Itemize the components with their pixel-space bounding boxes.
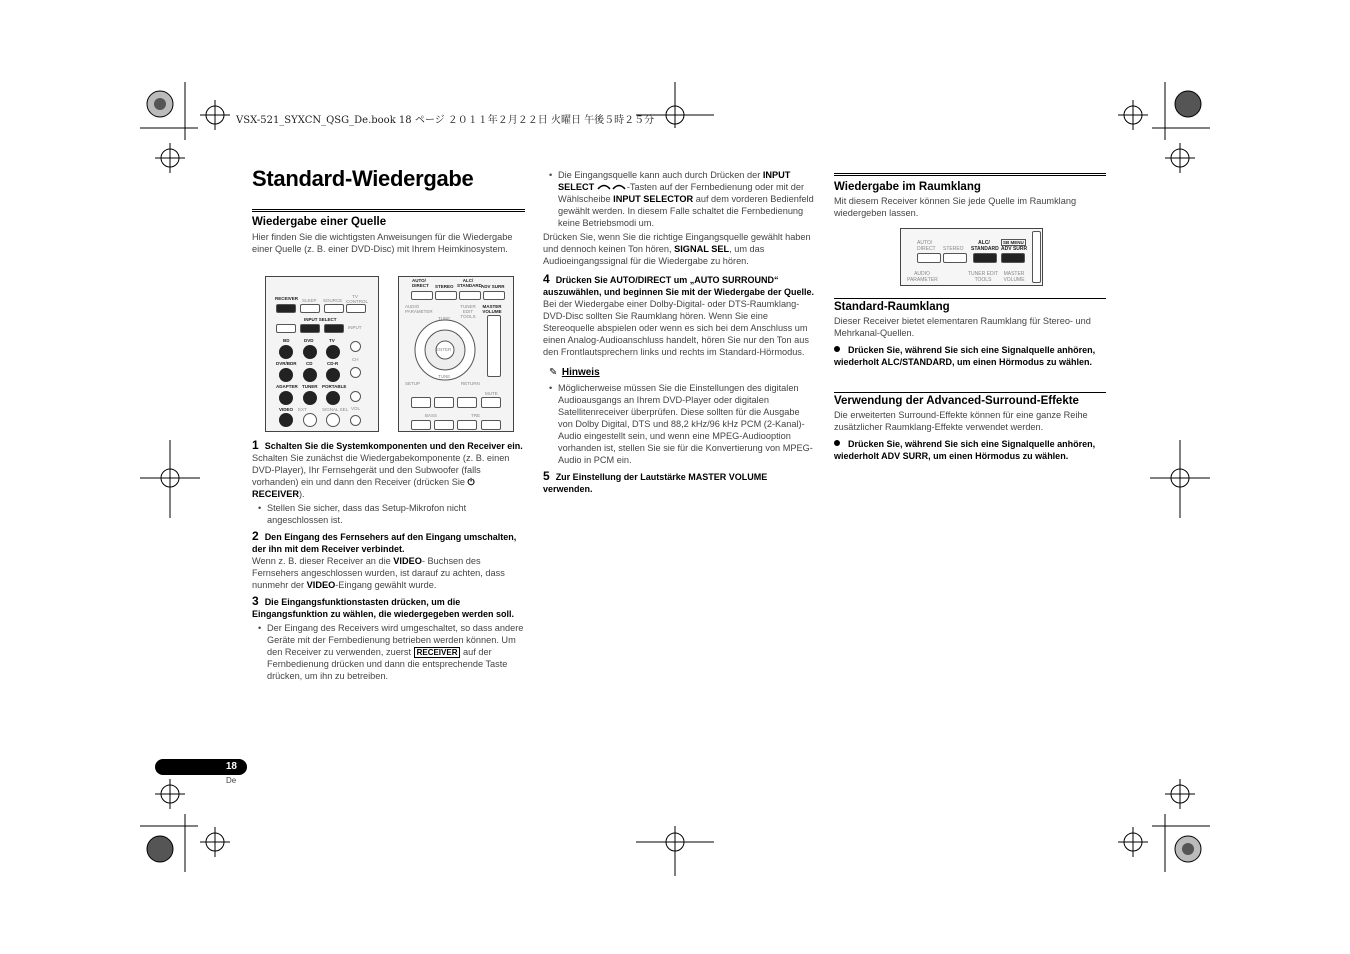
alc-standard-key (973, 253, 997, 263)
video-key: VIDEO (393, 556, 422, 566)
page-title: Standard-Wiedergabe (252, 166, 474, 191)
remote-button (279, 368, 293, 382)
remote-label: TRE (471, 413, 480, 418)
remote-button (326, 391, 340, 405)
adv-surr-key (1001, 253, 1025, 263)
intro-text: Hier finden Sie die wichtigsten Anweisungen für die Wiedergabe einer Quelle (z. B. einer DVD-Disc) mit Ihrem Heimkinosystem. (252, 232, 513, 254)
step-2-text (252, 555, 525, 591)
step-5-title-text: Zur Einstellung der Lautstärke MASTER VOLUME verwenden. (543, 472, 768, 494)
input-select-right-key (324, 324, 344, 333)
adv-surr-instruction-text: Drücken Sie, während Sie sich eine Signalquelle anhören, wiederholt ADV SURR, um einen Hörmodus zu wählen. (834, 439, 1096, 461)
remote-button (326, 368, 340, 382)
alc-instruction (834, 344, 1106, 368)
remote-button (326, 413, 340, 427)
remote-label: DVD (304, 338, 314, 343)
remote-label: TUNE (438, 316, 451, 321)
receiver-key-name: RECEIVER (252, 489, 299, 499)
remote-label: BD (283, 338, 290, 343)
step-1-title: 1 Schalten Sie die Systemkomponenten und den Receiver ein. (252, 438, 523, 452)
para-text-b: um das Audioeingangssignal für die Wiedergabe zu hören. (543, 244, 765, 266)
remote-label: CD (306, 361, 313, 366)
vol-up-button (350, 391, 361, 402)
remote-key (457, 397, 477, 408)
remote-label: AUDIO PARAMETER (907, 271, 938, 283)
step-2-text-a: Wenn z. B. dieser Receiver an die (252, 556, 391, 566)
remote-label: SETUP (405, 381, 421, 386)
hint-bullet: • Möglicherweise müssen Sie die Einstellungen des digitalen Audioausgangs an Ihrem DVD-Player oder digitalen Satellitenreceiver überprüfen. Diese sollten für die Ausgabe von Dolby Digital, DTS und 88,2 kHz/96 kHz PCM (2-Kanal)-Audio eingestellt sein, und wenn eine MPEG-Audiooption vorhanden ist, stellen Sie sie für die Konvertierung von MPEG-Audio in PCM ein. (543, 382, 815, 466)
remote-label: TUNE (438, 374, 451, 379)
remote-key (346, 304, 366, 313)
remote-button (303, 345, 317, 359)
input-selector-key: INPUT SELECTOR (613, 194, 694, 204)
remote-label: ALC/ STANDARD (457, 278, 482, 288)
signal-sel-para: Drücken Sie, wenn Sie die richtige Eingangsquelle gewählt haben und dennoch keinen Ton hören, SIGNAL SEL, um das Audioeingangssignal für die Wiedergabe zu hören. (543, 232, 811, 266)
remote-illustration-surround (398, 276, 514, 432)
column-2 (543, 169, 815, 495)
step-2-title: 2 Den Eingang des Fernsehers auf den Eingang umschalten, der ihn mit dem Receiver verbindet. (252, 529, 517, 554)
para-text-a: Drücken Sie, wenn Sie die richtige Eingangsquelle gewählt haben und dennoch keinen Ton hören, (543, 232, 811, 254)
remote-label: TUNER EDIT TOOLS (968, 271, 998, 283)
bullet-text-a: Die Eingangsquelle kann auch durch Drücken der (558, 170, 761, 180)
section-heading: Wiedergabe einer Quelle (252, 216, 387, 228)
remote-key (481, 420, 501, 430)
remote-key (917, 253, 941, 263)
step-3-bullet-b: auf der Fernbedienung drücken und dann die entsprechende Taste drücken, um ihn zu betreiben. (267, 647, 508, 681)
bullet-text-b: -Tasten auf der Fernbedienung oder mit der Wählscheibe (558, 182, 805, 204)
bullet-dot (834, 440, 840, 446)
remote-label: TUNER EDIT TOOLS (460, 304, 476, 319)
remote-button (279, 413, 293, 427)
standard-raumklang-text: Dieser Receiver bietet elementaren Raumklang für Stereo- und Mehrkanal-Quellen. (834, 316, 1091, 338)
adv-surr-instruction (834, 438, 1106, 462)
remote-key (457, 420, 477, 430)
vol-down-button (350, 415, 361, 426)
step-1-title-text: Schalten Sie die Systemkomponenten und den Receiver ein. (264, 441, 523, 451)
remote-label: MUTE (485, 391, 498, 396)
remote-illustration-raumklang (900, 228, 1043, 286)
remote-label: TV CONTROL (346, 294, 369, 304)
step-2-text-b: - Buchsen des Fernsehers angeschlossen wurden, ist darauf zu achten, dass nunmehr der (252, 556, 505, 590)
remote-button (303, 413, 317, 427)
remote-label: TUNER (302, 384, 318, 389)
remote-button (303, 391, 317, 405)
input-select-arrows-icon (597, 182, 627, 190)
section-rule (834, 173, 1106, 176)
remote-key (434, 397, 454, 408)
remote-key (300, 304, 320, 313)
remote-key (943, 253, 967, 263)
note-pencil-icon: ✎ (549, 367, 558, 378)
remote-key (276, 324, 296, 333)
remote-key (411, 397, 431, 408)
step-2-title-text: Den Eingang des Fernsehers auf den Eingang umschalten, der ihn mit dem Receiver verbindet. (252, 532, 517, 554)
hint-title: Hinweis (561, 367, 600, 378)
step-4-title-text: Drücken Sie AUTO/DIRECT um „AUTO SURROUND“ auszuwählen, und beginnen Sie mit der Wiedergabe der Quelle. (543, 275, 814, 297)
remote-label: BASS (425, 413, 438, 418)
input-select-left-key (300, 324, 320, 333)
step-1-body: Schalten Sie zunächst die Wiedergabekomponente (z. B. einen DVD-Player), Ihr Fernsehgerät und den Subwoofer (falls vorhanden) ein und dann den Receiver (drücken Sie (252, 453, 510, 487)
bullet-text-c: auf dem vorderen Bedienfeld gewählt werden. In diesem Falle schaltet die Fernbedienung keine Betriebsmodi um. (558, 194, 814, 228)
signal-sel-key: SIGNAL SEL (674, 244, 730, 254)
step-3-title: 3 Die Eingangsfunktionstasten drücken, um die Eingangsfunktion zu wählen, die wiedergegeben werden soll. (252, 594, 515, 619)
remote-label: VOL (351, 406, 361, 411)
step-5-title: 5 Zur Einstellung der Lautstärke MASTER VOLUME verwenden. (543, 469, 768, 494)
remote-key (435, 291, 457, 300)
remote-label: STEREO (435, 284, 454, 289)
step-1-text: Schalten Sie zunächst die Wiedergabekomponente (z. B. einen DVD-Player), Ihr Fernsehgerät und den Subwoofer (falls vorhanden) ein und dann den Receiver (drücken Sie ⏻ RECEIVER). (252, 453, 510, 499)
step-2-text-c: -Eingang gewählt wurde. (335, 580, 437, 590)
ch-up-button (350, 341, 361, 352)
advanced-surround-heading: Verwendung der Advanced-Surround-Effekte (834, 395, 1079, 407)
remote-button (303, 368, 317, 382)
remote-label: SOURCE (323, 298, 343, 303)
hint-heading (549, 362, 815, 380)
column-1-steps (252, 439, 525, 682)
remote-label: ADV SURR (1001, 246, 1028, 252)
bullet-dot (834, 346, 840, 352)
step-4-text: Bei der Wiedergabe einer Dolby-Digital- oder DTS-Raumklang-DVD-Disc sollten Sie Raumklang hören. Wenn Sie eine Stereoquelle abspielen oder wenn es sich bei dem Anschluss um einen Analog-Audioanschluss handelt, hören Sie nur den Ton aus den Frontlautsprechern links und rechts im Standard-Hörmodus. (543, 299, 809, 357)
remote-label: STEREO (943, 246, 964, 252)
remote-key (481, 397, 501, 408)
video-key: VIDEO (306, 580, 336, 590)
remote-label: MASTER VOLUME (482, 304, 502, 314)
remote-label: AUTO/ DIRECT (917, 240, 936, 252)
remote-label: AUTO/ DIRECT (412, 278, 429, 288)
remote-label: EXT (298, 407, 307, 412)
input-select-bullet (543, 169, 815, 229)
remote-key (483, 291, 505, 300)
remote-button (279, 345, 293, 359)
book-header: VSX-521_SYXCN_QSG_De.book 18 ページ ２０１１年２月２２日 火曜日 午後５時２５分 (236, 115, 655, 126)
remote-key (459, 291, 481, 300)
remote-label: SIGNAL SEL (322, 407, 349, 412)
remote-button (279, 391, 293, 405)
receiver-power-key (276, 304, 296, 313)
remote-label: PORTABLE (322, 384, 347, 389)
remote-label: SB MENU (1003, 240, 1024, 245)
remote-label: INPUT SELECT (304, 317, 337, 322)
step-3-bullet (252, 622, 525, 682)
alc-instruction-text: Drücken Sie, während Sie sich eine Signalquelle anhören, wiederholt ALC/STANDARD, um einen Hörmodus zu wählen. (834, 345, 1096, 367)
raumklang-heading: Wiedergabe im Raumklang (834, 181, 981, 193)
column-1 (252, 216, 525, 255)
remote-button (326, 345, 340, 359)
page-number: 18 (155, 759, 247, 775)
step-1-bullet: • Stellen Sie sicher, dass das Setup-Mikrofon nicht angeschlossen ist. (252, 502, 525, 526)
ch-down-button (350, 367, 361, 378)
remote-key (434, 420, 454, 430)
master-volume-rocker (487, 315, 501, 377)
remote-label: RECEIVER (275, 296, 299, 301)
input-select-key: INPUT SELECT (558, 170, 791, 192)
section-rule (252, 209, 525, 212)
remote-label: INPUT (348, 325, 362, 330)
advanced-surround-text: Die erweiterten Surround-Effekte können für eine ganze Reihe zusätzlicher Raumklang-Effekte verwendet werden. (834, 410, 1088, 432)
remote-label: ADAPTER (276, 384, 298, 389)
remote-key (411, 420, 431, 430)
remote-label: DVR/BDR (276, 361, 297, 366)
remote-label: CD-R (327, 361, 339, 366)
step-3-bullet-a: Der Eingang des Receivers wird umgeschaltet, so dass andere Geräte mit der Fernbedienung betrieben werden können. Um den Receiver zu verwenden, zuerst (267, 623, 524, 657)
receiver-keybox: RECEIVER (414, 647, 461, 658)
column-3-standard (834, 301, 1106, 368)
remote-label: MASTER VOLUME (1003, 271, 1025, 283)
section-rule (834, 298, 1106, 299)
raumklang-text: Mit diesem Receiver können Sie jede Quelle im Raumklang wiedergeben lassen. (834, 196, 1077, 218)
column-3-advanced (834, 395, 1106, 462)
remote-edge (1032, 231, 1041, 283)
page-language: De (226, 776, 237, 785)
standard-raumklang-heading: Standard-Raumklang (834, 301, 950, 313)
remote-key (324, 304, 344, 313)
remote-label: ADV SURR (481, 284, 505, 289)
remote-label: SLEEP (302, 298, 317, 303)
section-rule (834, 392, 1106, 393)
remote-label: AUDIO PARAMETER (405, 304, 433, 314)
column-3-top (834, 181, 1106, 219)
remote-label: ALC/ STANDARD (971, 240, 999, 252)
remote-label: RETURN (461, 381, 480, 386)
remote-label: VIDEO (279, 407, 294, 412)
remote-label: TV (329, 338, 335, 343)
remote-key (411, 291, 433, 300)
remote-label: ENTER (436, 347, 452, 352)
step-4-title: 4 Drücken Sie AUTO/DIRECT um „AUTO SURROUND“ auszuwählen, und beginnen Sie mit der Wiedergabe der Quelle. (543, 272, 814, 297)
step-3-title-text: Die Eingangsfunktionstasten drücken, um die Eingangsfunktion zu wählen, die wiedergegeben werden soll. (252, 597, 515, 619)
remote-label: CH (352, 357, 359, 362)
remote-illustration-inputs (265, 276, 379, 432)
